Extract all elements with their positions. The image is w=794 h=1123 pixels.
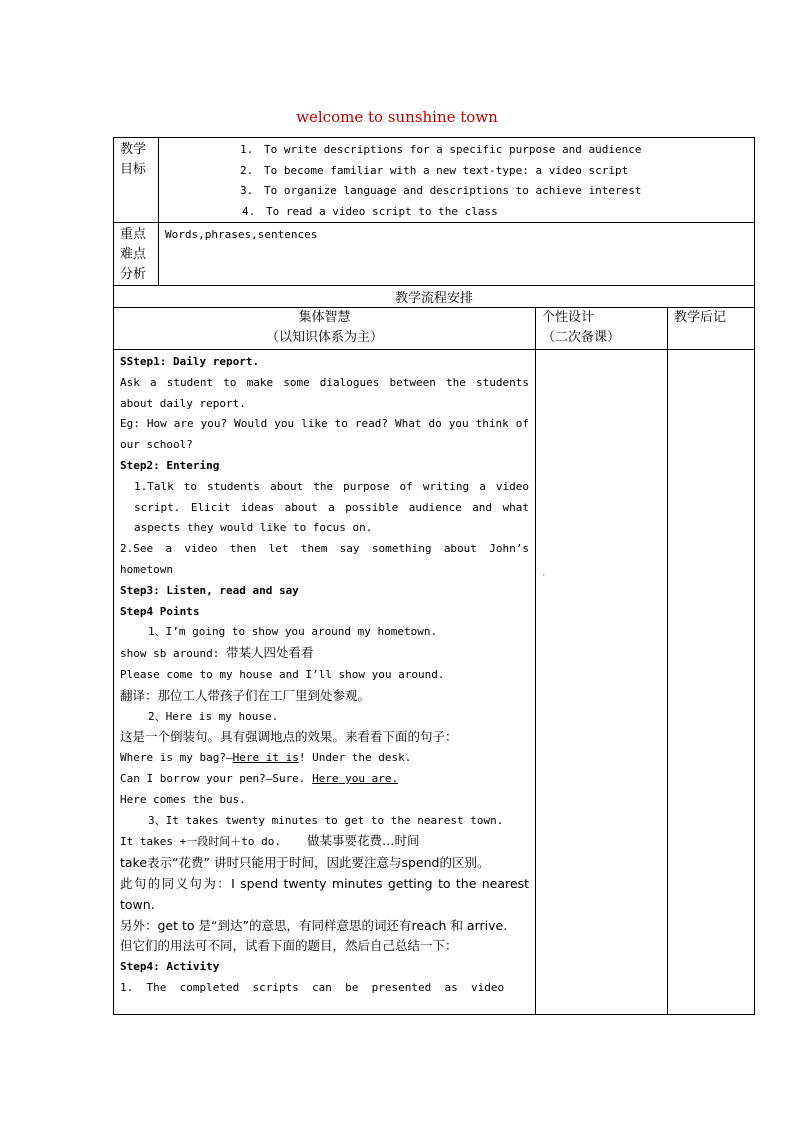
step-title: Step4: Activity xyxy=(120,960,220,974)
note-line: take表示“花费” 讲时只能用于时间，因此要注意与spend的区别。 xyxy=(120,855,490,871)
point-sentence: 2、Here is my house. xyxy=(148,709,279,723)
step-title: SStep1: Daily report. xyxy=(120,355,260,368)
translate-line: 翻译：那位工人带孩子们在工厂里到处参观。 xyxy=(120,687,371,703)
key-points-text: Words,phrases,sentences xyxy=(159,223,755,286)
key-points-row xyxy=(114,223,755,286)
paragraph: Ask a student to make some dialogues between the students about daily report. xyxy=(120,375,529,410)
column-header-row xyxy=(114,308,755,350)
paragraph: Eg: How are you? Would you like to read? What do you think of our school? xyxy=(120,417,529,452)
step-title: Step3: Listen, read and say xyxy=(120,583,299,597)
objective-item: 1. To write descriptions for a specific purpose and audience xyxy=(240,143,642,156)
example-line: Where is my bag?—Here it is! Under the desk. xyxy=(120,751,412,765)
pattern-line: It takes +一段时间＋to do. 做某事要花费…时间 xyxy=(120,833,420,849)
objective-item: 2. To become familiar with a new text-type: a video script xyxy=(240,163,629,177)
content-row xyxy=(114,350,755,1015)
objectives-list xyxy=(159,138,754,222)
paragraph: 1.Talk to students about the purpose of writing a video script. Elicit ideas about a possible audience and what aspects they would like to focus on. xyxy=(134,479,529,535)
column-header-notes: 教学后记 xyxy=(668,308,755,350)
example-line: Can I borrow your pen?—Sure. Here you are. xyxy=(120,771,399,785)
column-header-collective: 集体智慧 （以知识体系为主） xyxy=(114,308,536,350)
note-line: 此句的同义句为：I spend twenty minutes getting to the nearest town. xyxy=(120,875,529,912)
post-teaching-notes-cell xyxy=(668,350,755,1015)
example-line: Here comes the bus. xyxy=(120,792,246,806)
step-title: Step2: Entering xyxy=(120,458,220,472)
lesson-plan-table xyxy=(113,137,755,1015)
paragraph: 2.See a video then let them say something about John’s hometown xyxy=(120,542,529,576)
objective-item: 4. To read a video script to the class xyxy=(242,204,498,218)
phrase-line: show sb around: 带某人四处看看 xyxy=(120,645,314,661)
key-points-label: 重点 难点 分析 xyxy=(114,223,159,286)
point-sentence: 3、It takes twenty minutes to get to the nearest town. xyxy=(148,813,504,827)
step-title: Step4 Points xyxy=(120,604,200,618)
point-sentence: 1、I’m going to show you around my hometown. xyxy=(148,625,438,639)
lesson-content xyxy=(114,350,536,1015)
note-line: 但它们的用法可不同，试看下面的题目，然后自己总结一下： xyxy=(120,938,458,954)
objectives-list-cell xyxy=(159,138,755,223)
example-line: Please come to my house and I’ll show you around. xyxy=(120,667,445,681)
stray-mark: · xyxy=(542,572,546,579)
page-title: welcome to sunshine town xyxy=(296,108,498,126)
personal-design-cell xyxy=(536,350,668,1015)
process-heading-row xyxy=(114,286,755,308)
note-line: 另外：get to 是“到达”的意思，有同样意思的词还有reach 和 arrive. xyxy=(120,917,508,933)
objective-item: 3. To organize language and descriptions to achieve interest xyxy=(240,184,642,197)
process-heading: 教学流程安排 xyxy=(114,286,755,308)
note-line: 这是一个倒装句。具有强调地点的效果。来看看下面的句子： xyxy=(120,729,458,745)
objectives-row xyxy=(114,138,755,223)
objectives-label: 教学 目标 xyxy=(114,138,159,223)
column-header-personal: 个性设计 （二次备课） xyxy=(536,308,668,350)
paragraph: 1. The completed scripts can be presented as video xyxy=(120,980,505,994)
